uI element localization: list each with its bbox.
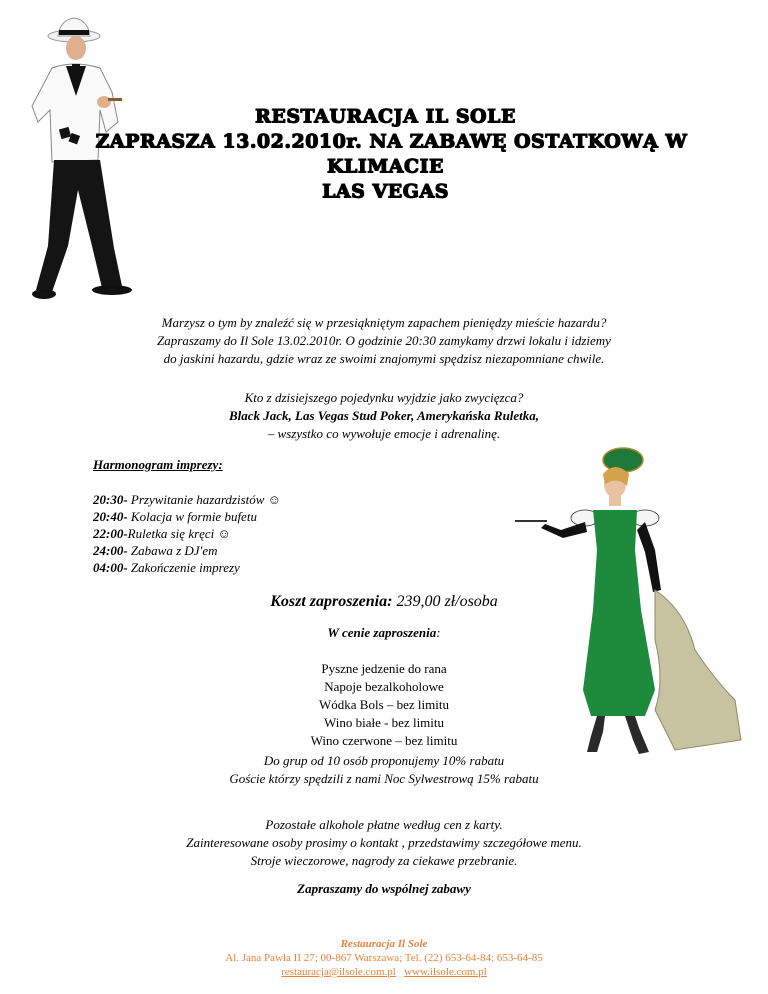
included-heading <box>60 624 708 642</box>
event-title <box>95 104 687 204</box>
intro-paragraph <box>60 314 708 368</box>
games-list: Black Jack, Las Vegas Stud Poker, Amerykańska Ruletka, <box>228 408 540 423</box>
schedule-text: Kolacja w formie bufetu <box>127 509 257 524</box>
schedule-time: 24:00- <box>93 543 128 558</box>
games-paragraph <box>60 389 708 443</box>
schedule-text: Zakończenie imprezy <box>127 560 240 575</box>
included-item: Wino czerwone – bez limitu <box>310 733 458 748</box>
schedule-time: 20:30- <box>93 492 128 507</box>
schedule-time: 22:00- <box>93 526 128 541</box>
schedule-text: Przywitanie hazardzistów ☺ <box>127 492 281 507</box>
footer-address: Al. Jana Pawła II 27; 00-867 Warszawa; Tel. (22) 653-64-84; 653-64-85 <box>225 952 543 964</box>
website-link[interactable]: www.ilsole.com.pl <box>404 966 487 978</box>
included-item: Pyszne jedzenie do rana <box>321 661 447 676</box>
title-line-2: ZAPRASZA 13.02.2010r. NA ZABAWĘ OSTATKOWĄ W <box>95 130 687 152</box>
cost-value: 239,00 zł/osoba <box>392 593 498 610</box>
included-item: Wino białe - bez limitu <box>323 715 445 730</box>
schedule <box>93 456 281 576</box>
schedule-text: Ruletka się kręci ☺ <box>127 526 231 541</box>
note-line: Zainteresowane osoby prosimy o kontakt , przedstawimy szczegółowe menu. <box>186 835 582 850</box>
notes <box>60 816 708 870</box>
included-item: Napoje bezalkoholowe <box>324 679 444 694</box>
email-link[interactable]: restauracja@ilsole.com.pl <box>281 966 396 978</box>
included-heading-block <box>60 624 708 642</box>
cost-line <box>60 592 708 612</box>
closing-text: Zapraszamy do wspólnej zabawy <box>297 881 471 896</box>
schedule-item <box>93 559 281 576</box>
footer-name: Restauracja Il Sole <box>340 938 428 950</box>
footer-links <box>60 965 708 979</box>
schedule-item <box>93 542 281 559</box>
discount-line: Do grup od 10 osób proponujemy 10% rabatu <box>263 753 505 768</box>
intro-line: Zapraszamy do Il Sole 13.02.2010r. O godzinie 20:30 zamykamy drzwi lokalu i idziemy <box>157 333 611 348</box>
games-question: Kto z dzisiejszego pojedynku wyjdzie jako zwycięzca? <box>244 390 524 405</box>
included-heading-text: W cenie zaproszenia <box>327 625 437 640</box>
footer <box>60 937 708 979</box>
schedule-heading: Harmonogram imprezy: <box>93 457 223 472</box>
schedule-item <box>93 491 281 508</box>
title-line-3: KLIMACIE <box>326 155 444 177</box>
note-line: Pozostałe alkohole płatne według cen z karty. <box>265 817 503 832</box>
cost-label: Koszt zaproszenia: <box>270 593 393 610</box>
closing-line <box>60 880 708 898</box>
schedule-text: Zabawa z DJ'em <box>127 543 218 558</box>
title-line-1: RESTAURACJA IL SOLE <box>254 105 516 127</box>
schedule-time: 20:40- <box>93 509 128 524</box>
intro-line: do jaskini hazardu, gdzie wraz ze swoimi znajomymi spędzisz niezapomniane chwile. <box>163 351 605 366</box>
discounts <box>60 752 708 788</box>
schedule-item <box>93 525 281 542</box>
schedule-item <box>93 508 281 525</box>
schedule-time: 04:00- <box>93 560 128 575</box>
included-item: Wódka Bols – bez limitu <box>319 697 449 712</box>
included-heading-colon: : <box>436 625 441 640</box>
title-line-4: LAS VEGAS <box>321 180 449 202</box>
discount-line: Goście którzy spędzili z nami Noc Sylwestrową 15% rabatu <box>229 771 539 786</box>
games-note: – wszystko co wywołuje emocje i adrenalinę. <box>267 426 501 441</box>
included-list <box>60 660 708 750</box>
note-line: Stroje wieczorowe, nagrody za ciekawe przebranie. <box>250 853 518 868</box>
intro-line: Marzysz o tym by znaleźć się w przesiąkniętym zapachem pieniędzy mieście hazardu? <box>161 315 607 330</box>
